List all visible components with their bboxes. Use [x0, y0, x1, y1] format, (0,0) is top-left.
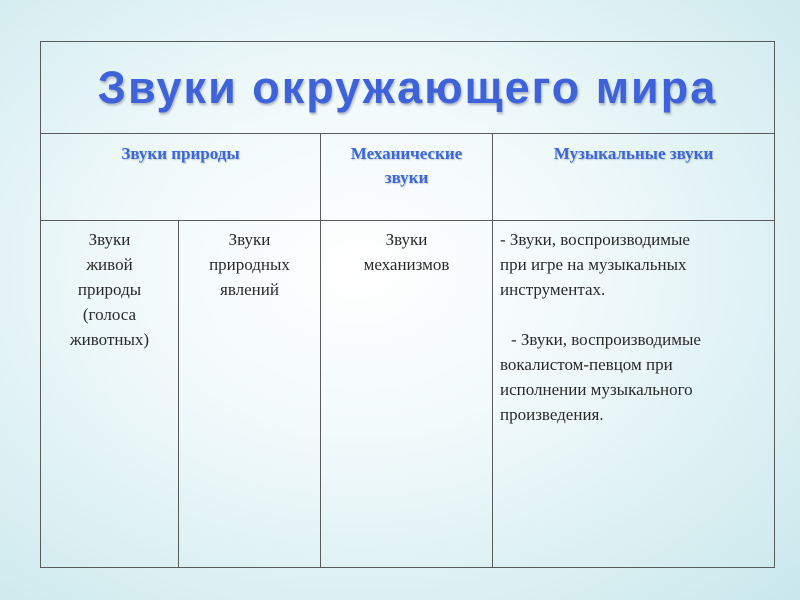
- header-nature-sounds: [41, 134, 321, 221]
- cell-line: (голоса: [82, 305, 137, 324]
- header-nature-label: Звуки природы: [121, 144, 240, 163]
- cell-mechanisms: [321, 221, 493, 568]
- sounds-table: [40, 41, 775, 568]
- musical-paragraph-2: [500, 327, 770, 427]
- cell-line: - Звуки, воспроизводимые: [500, 230, 690, 249]
- header-musical-sounds: [493, 134, 775, 221]
- body-row: [41, 221, 775, 568]
- header-mechanical-line2: звуки: [384, 168, 429, 187]
- cell-line: вокалистом-певцом при: [500, 355, 673, 374]
- header-musical-label: Музыкальные звуки: [553, 144, 714, 163]
- cell-line: явлений: [220, 280, 279, 299]
- cell-line: живой: [86, 255, 133, 274]
- cell-line: животных): [69, 330, 150, 349]
- cell-line: Звуки: [228, 230, 271, 249]
- header-mechanical-sounds: [321, 134, 493, 221]
- title-row: [41, 42, 775, 134]
- cell-musical-sounds: [493, 221, 775, 568]
- cell-line: природных: [209, 255, 290, 274]
- cell-line: природы: [77, 280, 142, 299]
- cell-line: Звуки: [88, 230, 131, 249]
- cell-line: Звуки: [385, 230, 428, 249]
- cell-line: механизмов: [363, 255, 450, 274]
- page-title: Звуки окружающего мира: [41, 42, 775, 134]
- cell-natural-phenomena: [179, 221, 321, 568]
- cell-line: произведения.: [500, 405, 604, 424]
- cell-line: - Звуки, воспроизводимые: [511, 330, 701, 349]
- cell-living-nature: [41, 221, 179, 568]
- header-mechanical-line1: Механические: [350, 144, 463, 163]
- cell-line: инструментах.: [500, 280, 606, 299]
- musical-paragraph-1: [500, 227, 770, 302]
- header-row: [41, 134, 775, 221]
- cell-line: при игре на музыкальных: [500, 255, 687, 274]
- cell-line: исполнении музыкального: [500, 380, 693, 399]
